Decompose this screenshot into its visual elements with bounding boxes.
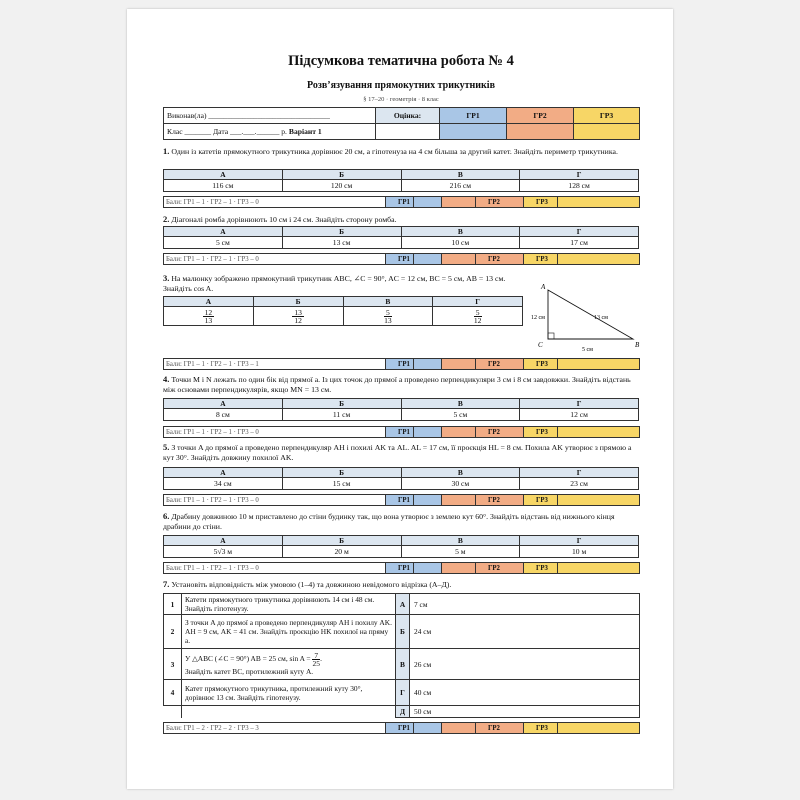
- answer-option[interactable]: 5 см: [164, 237, 283, 249]
- task-6-score-row: [163, 562, 640, 574]
- score-gr1-cell[interactable]: [414, 359, 442, 370]
- condition-number: 2: [164, 615, 182, 649]
- match-row: [164, 649, 640, 680]
- task-1-text: 1. Один із катетів прямокутного трикутника дорівнює 20 см, а гіпотенуза на 4 см більша за другий катет. Знайдіть периметр трикутника.: [163, 146, 618, 156]
- task-5-score-row: [163, 494, 640, 506]
- score-label: Бали: ГР1 – 2 · ГР2 – 2 · ГР3 – 3: [164, 723, 386, 734]
- task-1-answers: [163, 169, 639, 192]
- match-row: [164, 706, 640, 718]
- class-date-field[interactable]: Клас _______ Дата ___.___.______ р. Варіант 1: [164, 124, 376, 140]
- task-7-match-table: [163, 593, 640, 718]
- score-gr3-cell[interactable]: [558, 359, 640, 370]
- answer-letter-4: Г: [520, 399, 639, 409]
- score-label: Бали: ГР1 – 1 · ГР2 – 1 · ГР3 – 0: [164, 197, 386, 208]
- fraction: $\frac{7}{25}$: [312, 651, 320, 668]
- answer-option[interactable]: 13 см: [282, 237, 401, 249]
- fraction: $\frac{13}{12}$: [294, 307, 302, 325]
- answer-option[interactable]: 34 см: [164, 478, 283, 490]
- answer-letter-2: Б: [282, 468, 401, 478]
- task-5-text: 5. З точки A до прямої a проведено перпендикуляр AH і похилі AK та AL. AL = 17 см, її проєкція HL = 8 см. Похила AK утворює з прямою a кут 30°. Знайдіть довжину похилої AK.: [163, 442, 632, 462]
- score-gr3-cell[interactable]: [558, 563, 640, 574]
- task-4-score-row: [163, 426, 640, 438]
- answer-option[interactable]: 12 см: [520, 409, 639, 421]
- score-gr2-label: ГР2: [476, 563, 524, 574]
- score-gr3-cell[interactable]: [558, 197, 640, 208]
- answer-option[interactable]: [343, 307, 433, 326]
- score-gr2-pad: [442, 427, 476, 438]
- task-7-text: 7. Установіть відповідність між умовою (1–4) та довжиною невідомого відрізка (А–Д).: [163, 579, 452, 589]
- grade-gr2-header: ГР2: [507, 108, 574, 124]
- score-gr1-label: ГР1: [386, 359, 414, 370]
- answer-option[interactable]: 116 см: [164, 180, 283, 192]
- score-label: Бали: ГР1 – 1 · ГР2 – 1 · ГР3 – 0: [164, 427, 386, 438]
- answer-option[interactable]: 120 см: [282, 180, 401, 192]
- answer-letter-3: В: [401, 399, 520, 409]
- grade-gr2-cell[interactable]: [507, 124, 574, 140]
- condition-number: 3: [164, 649, 182, 680]
- task-3-answers: [163, 296, 523, 326]
- score-gr1-label: ГР1: [386, 254, 414, 265]
- task-7-score-row: [163, 722, 640, 734]
- answer-option[interactable]: 216 см: [401, 180, 520, 192]
- answer-letter-3: В: [401, 536, 520, 546]
- answer-option[interactable]: 23 см: [520, 478, 639, 490]
- grade-gr3-header: ГР3: [574, 108, 640, 124]
- condition-text: [182, 706, 396, 718]
- option-letter: А: [396, 594, 410, 615]
- option-value[interactable]: 40 см: [410, 680, 640, 706]
- condition-number: [164, 706, 182, 718]
- score-gr3-label: ГР3: [524, 495, 558, 506]
- option-letter: Б: [396, 615, 410, 649]
- score-gr3-label: ГР3: [524, 723, 558, 734]
- score-gr1-label: ГР1: [386, 563, 414, 574]
- score-label: Бали: ГР1 – 1 · ГР2 – 1 · ГР3 – 0: [164, 254, 386, 265]
- vertex-c-label: C: [538, 341, 543, 349]
- answer-letter-1: А: [164, 468, 283, 478]
- score-gr2-pad: [442, 359, 476, 370]
- answer-option[interactable]: 17 см: [520, 237, 639, 249]
- score-label: Бали: ГР1 – 1 · ГР2 – 1 · ГР3 – 0: [164, 563, 386, 574]
- answer-letter-4: Г: [520, 468, 639, 478]
- score-gr3-label: ГР3: [524, 359, 558, 370]
- answer-option[interactable]: 10 м: [520, 546, 639, 558]
- score-gr2-label: ГР2: [476, 495, 524, 506]
- page-title: Підсумкова тематична робота № 4: [288, 53, 514, 69]
- variant-label: Варіант 1: [288, 127, 322, 136]
- score-gr3-cell[interactable]: [558, 723, 640, 734]
- answer-option[interactable]: [433, 307, 523, 326]
- score-gr1-cell[interactable]: [414, 563, 442, 574]
- option-value[interactable]: 26 см: [410, 649, 640, 680]
- score-gr2-label: ГР2: [476, 359, 524, 370]
- answer-letter-2: Б: [282, 399, 401, 409]
- task-3-score-row: [163, 358, 640, 370]
- answer-letter-3: В: [343, 297, 433, 307]
- score-gr1-label: ГР1: [386, 495, 414, 506]
- answer-letter-4: Г: [520, 536, 639, 546]
- score-gr2-pad: [442, 197, 476, 208]
- worksheet-page: [127, 9, 673, 789]
- score-gr2-label: ГР2: [476, 723, 524, 734]
- condition-text: Катет прямокутного трикутника, протилежний куту 30°, дорівнює 13 см. Знайдіть гіпотенузу.: [182, 680, 396, 706]
- grade-label: Оцінка:: [376, 108, 440, 124]
- answer-option[interactable]: [253, 307, 343, 326]
- score-gr2-label: ГР2: [476, 197, 524, 208]
- task-2-text: 2. Діагоналі ромба дорівнюють 10 см і 24 см. Знайдіть сторону ромба.: [163, 214, 397, 224]
- answer-letter-1: А: [164, 536, 283, 546]
- answer-letter-3: В: [401, 170, 520, 180]
- answer-option[interactable]: [164, 307, 254, 326]
- score-gr2-pad: [442, 495, 476, 506]
- task-2-score-row: [163, 253, 640, 265]
- task-6-text: 6. Драбину довжиною 10 м приставлено до стіни будинку так, що вона утворює з землею кут 60°. Знайдіть відстань від нижнього кінця драбини до стіни.: [163, 511, 615, 531]
- answer-letter-3: В: [401, 468, 520, 478]
- score-gr1-label: ГР1: [386, 723, 414, 734]
- score-label: Бали: ГР1 – 1 · ГР2 – 1 · ГР3 – 0: [164, 495, 386, 506]
- page-subtitle: Розв’язування прямокутних трикутників: [307, 80, 495, 91]
- match-row: [164, 615, 640, 649]
- option-value[interactable]: 50 см: [410, 706, 640, 718]
- score-gr2-pad: [442, 254, 476, 265]
- score-label: Бали: ГР1 – 1 · ГР2 – 1 · ГР3 – 1: [164, 359, 386, 370]
- task-4-text: 4. Точки M і N лежать по один бік від прямої a. Із цих точок до прямої a проведено перпендикуляри 3 см і 8 см завдовжки. Знайдіть відстань між основами перпендикулярів, якщо MN = 13 см.: [163, 374, 631, 394]
- condition-text: У △ABC (∠C = 90°) AB = 25 см, sin A = $\frac{7}{25}$ . Знайдіть катет BC, протилежний куту A.: [182, 649, 396, 680]
- condition-text: Катети прямокутного трикутника дорівнюють 14 см і 48 см. Знайдіть гіпотенузу.: [182, 594, 396, 615]
- header-table: [163, 107, 640, 140]
- score-gr1-label: ГР1: [386, 197, 414, 208]
- answer-letter-2: Б: [253, 297, 343, 307]
- answer-letter-4: Г: [520, 170, 639, 180]
- page-meta: § 17–20 · геометрія · 8 клас: [363, 96, 439, 103]
- answer-option[interactable]: 5√3 м: [164, 546, 283, 558]
- score-gr3-cell[interactable]: [558, 427, 640, 438]
- vertex-a-label: A: [541, 283, 546, 291]
- option-letter: В: [396, 649, 410, 680]
- vertex-b-label: B: [635, 341, 640, 349]
- answer-letter-4: Г: [520, 227, 639, 237]
- answer-letter-2: Б: [282, 227, 401, 237]
- task-1-score-row: [163, 196, 640, 208]
- score-gr2-label: ГР2: [476, 254, 524, 265]
- condition-number: 1: [164, 594, 182, 615]
- score-gr3-label: ГР3: [524, 254, 558, 265]
- condition-number: 4: [164, 680, 182, 706]
- option-value[interactable]: 7 см: [410, 594, 640, 615]
- answer-letter-4: Г: [433, 297, 523, 307]
- fraction: $\frac{5}{12}$: [473, 307, 482, 325]
- task-2-answers: [163, 226, 639, 249]
- answer-option[interactable]: 20 м: [282, 546, 401, 558]
- side-ab-label: 13 см: [594, 315, 608, 321]
- grade-empty-cell: [376, 124, 440, 140]
- score-gr1-cell[interactable]: [414, 254, 442, 265]
- option-value[interactable]: 24 см: [410, 615, 640, 649]
- score-gr3-label: ГР3: [524, 563, 558, 574]
- score-gr3-label: ГР3: [524, 197, 558, 208]
- answer-option[interactable]: 5 см: [401, 409, 520, 421]
- score-gr3-cell[interactable]: [558, 254, 640, 265]
- score-gr2-pad: [442, 563, 476, 574]
- answer-letter-3: В: [401, 227, 520, 237]
- score-gr2-pad: [442, 723, 476, 734]
- answer-option[interactable]: 128 см: [520, 180, 639, 192]
- answer-letter-1: А: [164, 227, 283, 237]
- task-5-answers: [163, 467, 639, 490]
- fraction: $\frac{5}{13}$: [384, 307, 392, 325]
- score-gr2-label: ГР2: [476, 427, 524, 438]
- grade-gr1-header: ГР1: [440, 108, 507, 124]
- side-bc-label: 5 см: [582, 347, 593, 353]
- task-4-answers: [163, 398, 639, 421]
- match-row: [164, 680, 640, 706]
- score-gr3-cell[interactable]: [558, 495, 640, 506]
- score-gr1-cell[interactable]: [414, 197, 442, 208]
- answer-option[interactable]: 15 см: [282, 478, 401, 490]
- answer-option[interactable]: 8 см: [164, 409, 283, 421]
- side-ac-label: 12 см: [531, 315, 545, 321]
- score-gr1-label: ГР1: [386, 427, 414, 438]
- answer-option[interactable]: 10 см: [401, 237, 520, 249]
- score-gr3-label: ГР3: [524, 427, 558, 438]
- answer-letter-1: А: [164, 399, 283, 409]
- score-gr1-cell[interactable]: [414, 427, 442, 438]
- score-gr1-cell[interactable]: [414, 723, 442, 734]
- answer-letter-2: Б: [282, 170, 401, 180]
- option-letter: Д: [396, 706, 410, 718]
- answer-letter-1: А: [164, 297, 254, 307]
- match-row: [164, 594, 640, 615]
- task-6-answers: [163, 535, 639, 558]
- condition-text: З точки A до прямої a проведено перпендикуляр AH і похилу AK. AH = 9 см, AK = 41 см. Знайдіть проєкцію HK похилої на пряму a.: [182, 615, 396, 649]
- fraction: $\frac{12}{13}$: [204, 307, 213, 325]
- student-name-field[interactable]: Виконав(ла) ________________________________: [164, 108, 376, 124]
- option-letter: Г: [396, 680, 410, 706]
- score-gr1-cell[interactable]: [414, 495, 442, 506]
- answer-option[interactable]: 5 м: [401, 546, 520, 558]
- answer-letter-2: Б: [282, 536, 401, 546]
- task-3-text: 3. На малюнку зображено прямокутний трикутник ABC, ∠C = 90°, AC = 12 см, BC = 5 см, AB = 13 см. Знайдіть cos A.: [163, 273, 506, 293]
- answer-option[interactable]: 30 см: [401, 478, 520, 490]
- triangle-figure: [528, 281, 643, 353]
- answer-option[interactable]: 11 см: [282, 409, 401, 421]
- grade-gr1-cell[interactable]: [440, 124, 507, 140]
- grade-gr3-cell[interactable]: [574, 124, 640, 140]
- answer-letter-1: А: [164, 170, 283, 180]
